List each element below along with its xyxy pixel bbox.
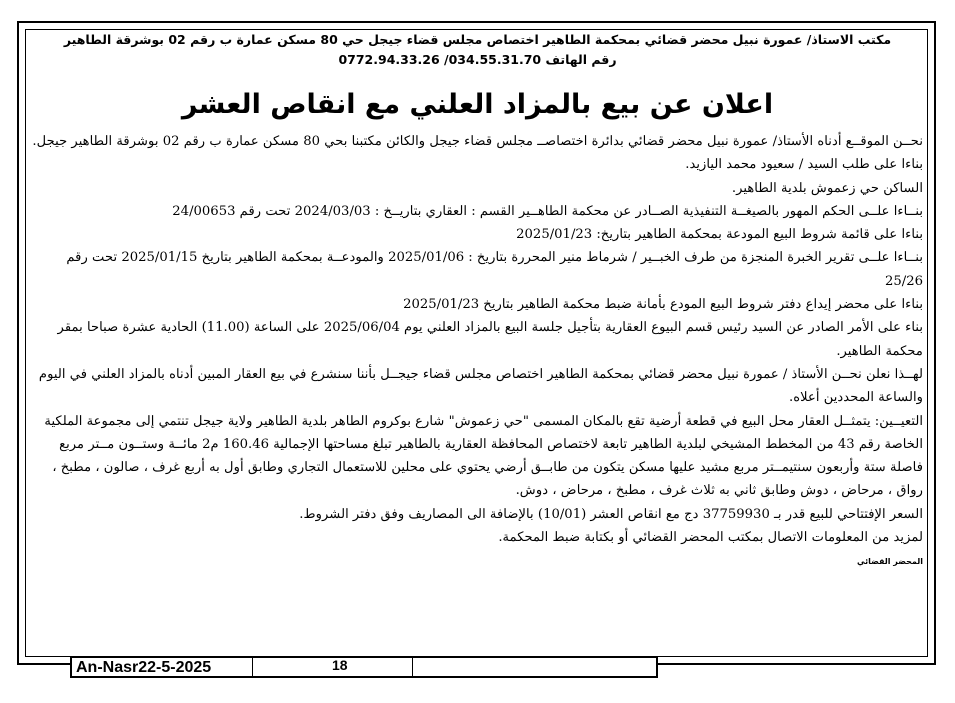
paragraph-opening-price: السعر الإفتتاحي للبيع قدر بـ 37759930 دج مع انقاص العشر (10/01) بالإضافة الى المصاريف وفق دفتر الشروط. — [299, 506, 923, 522]
paragraph-deposit-record: بناءا على محضر إيداع دفتر شروط البيع المودع بأمانة ضبط محكمة الطاهير بتاريخ 2025/01/23 — [403, 297, 923, 313]
page-number: 18 — [332, 657, 348, 673]
paragraph-expert-report: بنــاءا علــى تقرير الخبرة المنجزة من طرف الخبــير / شرماط منير المحررة بتاريخ : 2025/01/06 والمودعــة بمحكمة الطاهير بتاريخ 2025/01/15 تحت رقم 25/26 — [66, 250, 923, 289]
paragraph-bailiff: نحــن الموقــع أدناه الأستاذ/ عمورة نبيل محضر قضائي بدائرة اختصاصــ مجلس قضاء جيجل والكائن مكتبنا بحي 80 مسكن عمارة ب رقم 02 بوشرقة الطاهير جيجل. — [32, 134, 923, 149]
office-header — [30, 30, 925, 70]
paragraph-judgment: بنــاءا علــى الحكم المهور بالصيغــة التنفيذية الصــادر عن محكمة الطاهــير القسم : العقاري بتاريــخ : 2024/03/03 تحت رقم 24/00653 — [172, 203, 923, 219]
paragraph-postponement-order: بناء على الأمر الصادر عن السيد رئيس قسم البيوع العقارية بتأجيل جلسة البيع بالمزاد العلني يوم 2025/06/04 على الساعة (11.00) الحادية عشرة صباحا بمقر محكمة الطاهير. — [57, 320, 923, 359]
paragraph-announcement: لهــذا نعلن نحــن الأستاذ / عمورة نبيل محضر قضائي بمحكمة الطاهير اختصاص مجلس قضاء جيجــل بأننا سنشرع في بيع العقار المبين أدناه بالمزاد العلني في اليوم والساعة المحددين أعلاه. — [38, 366, 923, 406]
paragraph-residence: الساكن حي زعموش بلدية الطاهير. — [731, 180, 923, 196]
office-address-line: مكتب الاستاذ/ عمورة نبيل محضر قضائي بمحكمة الطاهير اختصاص مجلس قضاء جيجل حي 80 مسكن عمارة ب رقم 02 بوشرقة الطاهير — [63, 32, 892, 47]
paragraph-property-description: التعيــين: يتمثــل العقار محل البيع في قطعة أرضية تقع بالمكان المسمى "حي زعموش" شارع بوكروم الطاهر بلدية الطاهير ولاية جيجل تنتمي إلى مجموعة الملكية الخاصة رقم 43 من المخطط المشيخي لبلدية الطاهير تابعة لاختصاص المحافظة العقارية بالطاهير تبلغ مساحتها الإجمالية 160.46 م2 مائــة وستــون مــتر مربع فاصلة ستة وأربعون سنتيمــتر مربع مشيد عليها مسكن يتكون من طابــق أرضي يحتوي على محلين للاستعمال التجاري وطابق أول به أربع غرف ، صالون ، مطبخ ، رواق ، مرحاض ، دوش وطابق ثاني به ثلاث غرف ، مطبخ ، مرحاض ، دوش. — [44, 413, 923, 499]
office-phone-line: رقم الهاتف 034.55.31.70/ 0772.94.33.26 — [338, 52, 617, 67]
signature: المحضر القضائي — [856, 557, 923, 567]
footer-divider — [412, 658, 413, 676]
footer-divider — [252, 658, 253, 676]
notice-body — [32, 130, 923, 569]
paragraph-contact: لمزيد من المعلومات الاتصال بمكتب المحضر القضائي أو بكتابة ضبط المحكمة. — [498, 530, 923, 546]
publication-footer — [70, 656, 658, 678]
publication-date: An-Nasr22-5-2025 — [76, 659, 212, 676]
paragraph-conditions-list: بناءا على قائمة شروط البيع المودعة بمحكمة الطاهير بتاريخ: 2025/01/23 — [516, 227, 923, 243]
notice-title: اعلان عن بيع بالمزاد العلني مع انقاص العشر — [181, 89, 774, 120]
paragraph-request: بناءا على طلب السيد / سعيود محمد اليازيد. — [685, 157, 923, 173]
